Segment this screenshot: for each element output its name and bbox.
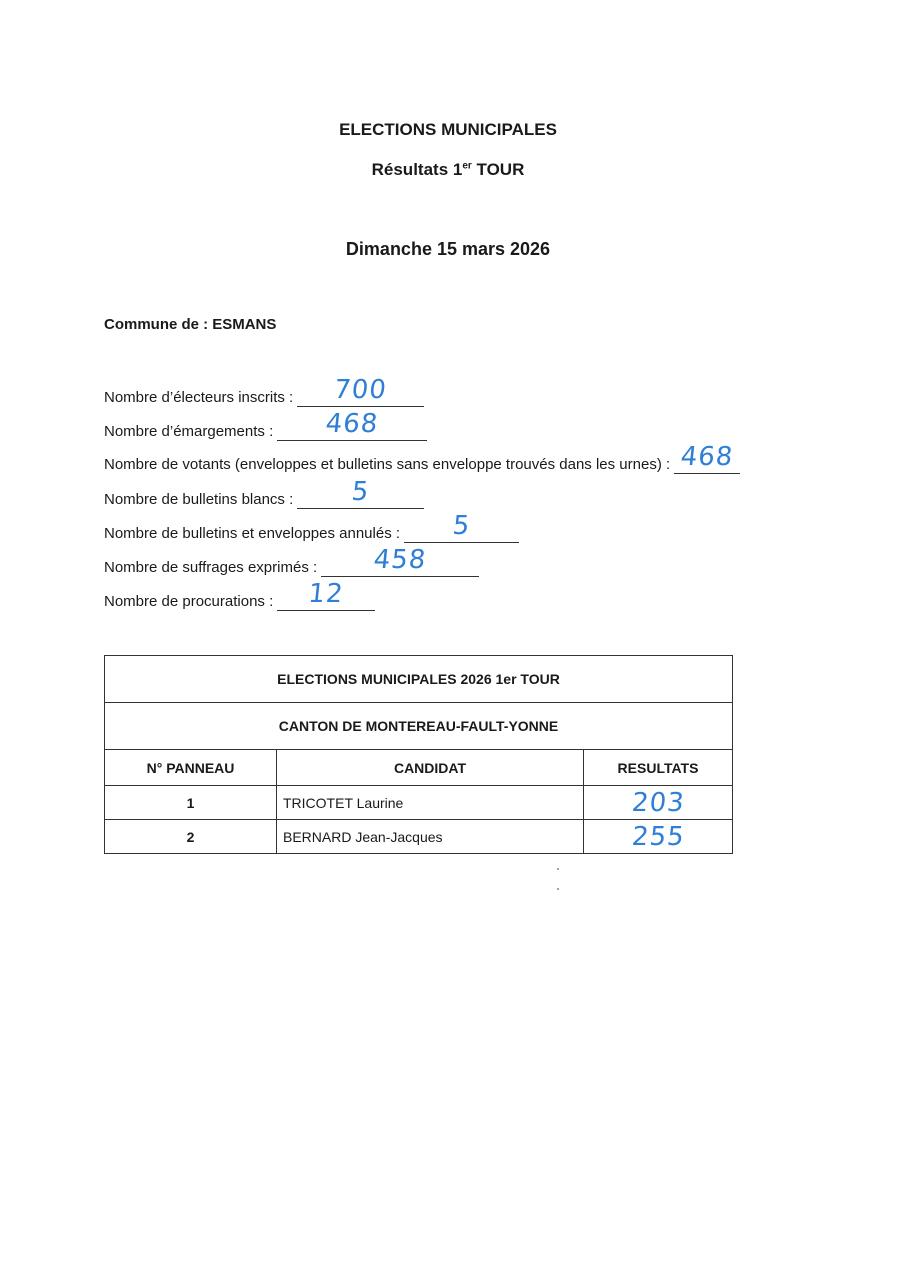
col-header-resultats: RESULTATS bbox=[584, 750, 733, 786]
table-header-row bbox=[105, 750, 733, 786]
handwritten-value: 468 bbox=[324, 409, 381, 439]
field-label: Nombre de votants (enveloppes et bulletins sans enveloppe trouvés dans les urnes) : bbox=[104, 456, 671, 473]
handwritten-value: 458 bbox=[372, 545, 429, 575]
cell-candidat: BERNARD Jean-Jacques bbox=[277, 820, 584, 854]
field-label: Nombre d’électeurs inscrits : bbox=[104, 389, 294, 406]
table-row bbox=[105, 786, 733, 820]
document-title: ELECTIONS MUNICIPALES bbox=[339, 120, 557, 139]
commune-line bbox=[104, 316, 276, 333]
handwritten-value: 468 bbox=[679, 442, 736, 472]
round-subtitle bbox=[0, 160, 896, 180]
field-blank bbox=[297, 477, 424, 509]
cell-resultat bbox=[584, 786, 733, 820]
table-title: ELECTIONS MUNICIPALES 2026 1er TOUR bbox=[105, 656, 733, 703]
handwritten-value: 12 bbox=[307, 579, 346, 609]
field-blank bbox=[297, 375, 424, 407]
field-blank bbox=[674, 442, 740, 474]
cell-panneau: 1 bbox=[105, 786, 277, 820]
field-label: Nombre de bulletins et enveloppes annulés : bbox=[104, 525, 401, 542]
field-blank bbox=[277, 579, 375, 611]
handwritten-value: 5 bbox=[451, 511, 472, 541]
commune-label: Commune de : bbox=[104, 316, 209, 333]
cell-resultat bbox=[584, 820, 733, 854]
scan-speck bbox=[557, 868, 559, 870]
col-header-panneau: N° PANNEAU bbox=[105, 750, 277, 786]
field-inscrits bbox=[104, 375, 424, 407]
cell-panneau: 2 bbox=[105, 820, 277, 854]
subtitle-superscript: er bbox=[462, 160, 472, 172]
field-blank bbox=[321, 545, 479, 577]
field-label: Nombre d’émargements : bbox=[104, 423, 274, 440]
table-canton-row bbox=[105, 703, 733, 750]
handwritten-value: 700 bbox=[332, 375, 389, 405]
field-label: Nombre de procurations : bbox=[104, 593, 274, 610]
field-label: Nombre de bulletins blancs : bbox=[104, 491, 294, 508]
handwritten-value: 5 bbox=[350, 477, 372, 507]
field-label: Nombre de suffrages exprimés : bbox=[104, 559, 318, 576]
election-date: Dimanche 15 mars 2026 bbox=[345, 239, 551, 259]
field-blank bbox=[277, 409, 427, 441]
field-blank bbox=[404, 511, 519, 543]
handwritten-result: 255 bbox=[630, 821, 686, 852]
cell-candidat: TRICOTET Laurine bbox=[277, 786, 584, 820]
col-header-candidat: CANDIDAT bbox=[277, 750, 584, 786]
subtitle-suffix: TOUR bbox=[471, 160, 525, 179]
subtitle-prefix: Résultats 1 bbox=[371, 160, 463, 179]
handwritten-result: 203 bbox=[630, 787, 686, 818]
results-table bbox=[104, 655, 733, 854]
field-emargements bbox=[104, 409, 427, 441]
field-votants bbox=[104, 442, 740, 474]
table-title-row bbox=[105, 656, 733, 703]
commune-name: ESMANS bbox=[212, 316, 277, 333]
field-blancs bbox=[104, 477, 424, 509]
field-procurations bbox=[104, 579, 375, 611]
table-canton: CANTON DE MONTEREAU-FAULT-YONNE bbox=[105, 703, 733, 750]
field-annules bbox=[104, 511, 519, 543]
field-exprimes bbox=[104, 545, 479, 577]
table-row bbox=[105, 820, 733, 854]
scan-speck bbox=[557, 888, 559, 890]
